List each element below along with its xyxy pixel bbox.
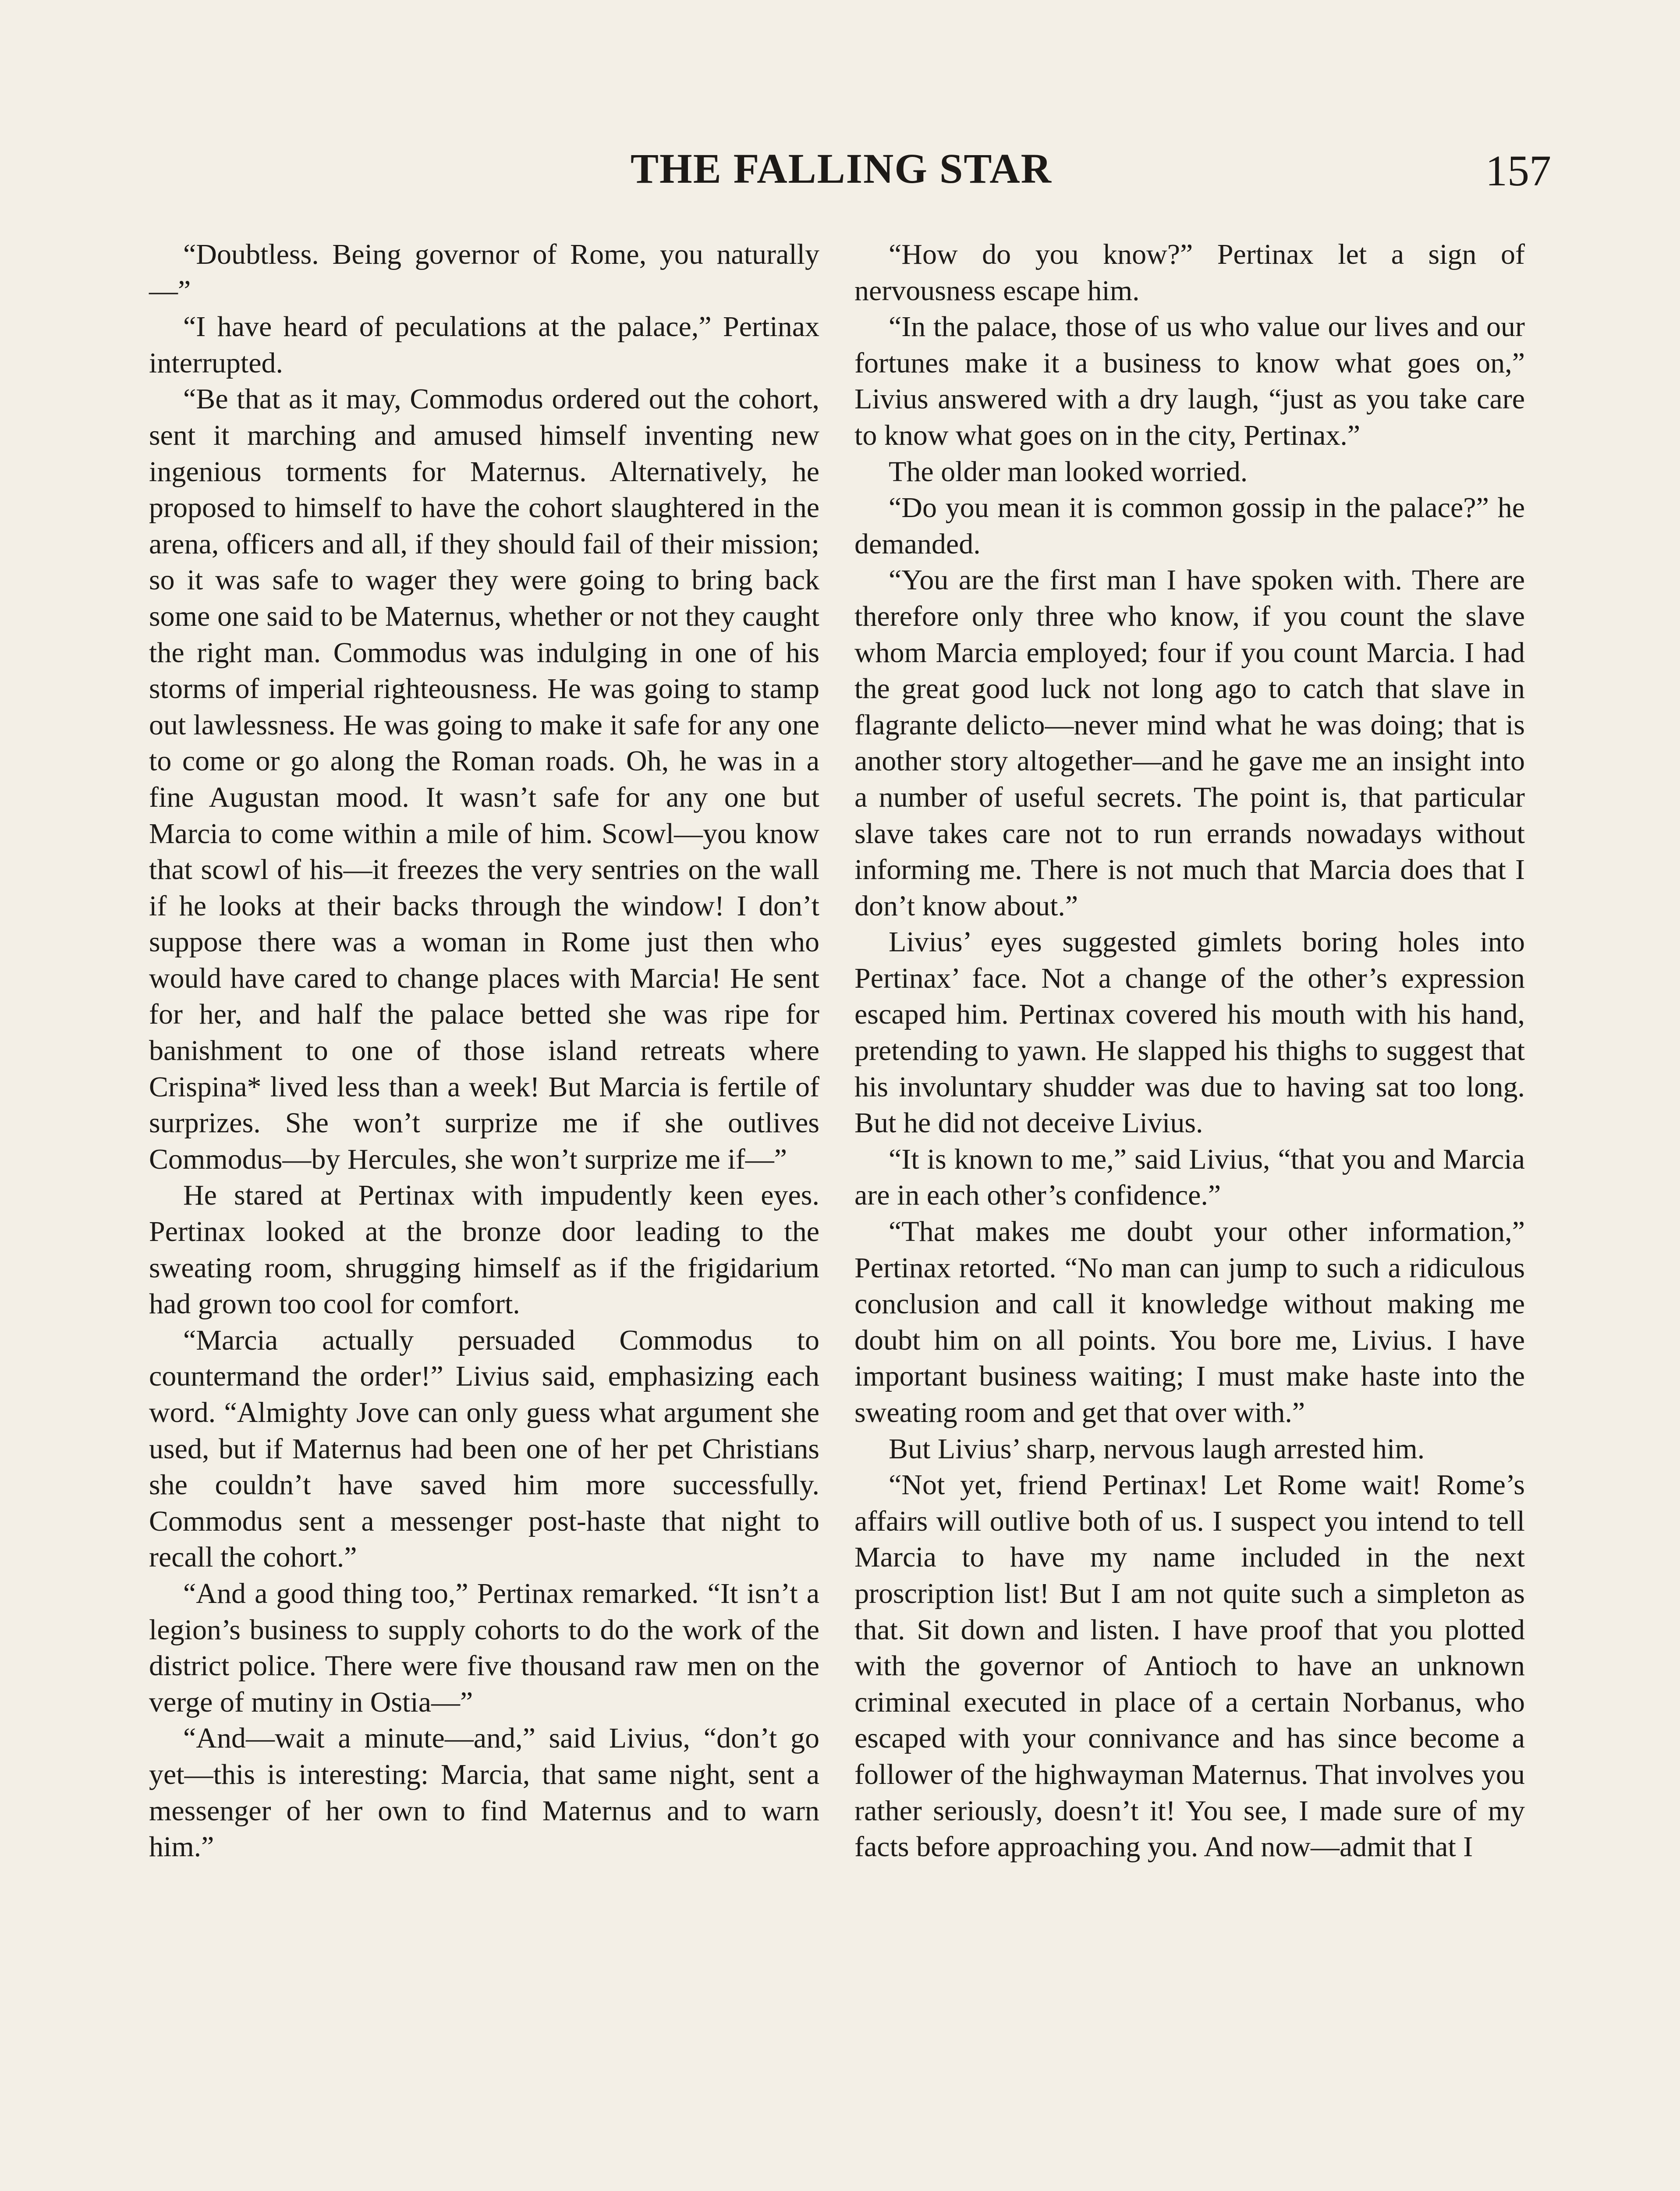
paragraph: “And—wait a minute—and,” said Livius, “don’t go yet—this is interesting: Marcia, that same night, sent a messenger of her own to find Maternus and to warn him.”	[149, 1722, 819, 1863]
paragraph: “In the palace, those of us who value our lives and our fortunes make it a business to know what goes on,” Livius answered with a dry laugh, “just as you take care to know what goes on in the city, Pertinax.”	[854, 311, 1525, 451]
page-number: 157	[1485, 146, 1551, 195]
paragraph: The older man looked worried.	[889, 455, 1248, 488]
paragraph: “I have heard of peculations at the palace,” Pertinax interrupted.	[149, 311, 819, 379]
page-header	[0, 136, 1680, 202]
paragraph: “Doubtless. Being governor of Rome, you naturally—”	[149, 238, 819, 307]
paragraph: “You are the first man I have spoken with. There are therefore only three who know, if you count the slave whom Marcia employed; four if you count Marcia. I had the great good luck not long ago to catch that slave in flagrante delicto—never mind what he was doing; that is another story altogether—and he gave me an insight into a number of useful secrets. The point is, that particular slave takes care not to run errands nowadays without informing me. There is not much that Marcia does that I don’t know about.”	[854, 564, 1525, 922]
paragraph: “Not yet, friend Pertinax! Let Rome wait! Rome’s affairs will outlive both of us. I suspect you intend to tell Marcia to have my name included in the next proscription list! But I am not quite such a simpleton as that. Sit down and listen. I have proof that you plotted with the governor of Antioch to have an unknown criminal executed in place of a certain Norbanus, who escaped with your connivance and has since become a follower of the highwayman Maternus. That involves you rather seriously, doesn’t it! You see, I made sure of my facts before approaching you. And now—admit that I	[854, 1469, 1525, 1863]
paragraph: He stared at Pertinax with impudently keen eyes. Pertinax looked at the bronze door leading to the sweating room, shrugging himself as if the frigidarium had grown too cool for comfort.	[149, 1179, 819, 1320]
paragraph: “Do you mean it is common gossip in the palace?” he demanded.	[854, 492, 1525, 560]
paragraph: Livius’ eyes suggested gimlets boring holes into Pertinax’ face. Not a change of the other’s expression escaped him. Pertinax covered his mouth with his hand, pretending to yawn. He slapped his thighs to suggest that his involuntary shudder was due to having sat too long. But he did not deceive Livius.	[854, 926, 1525, 1139]
paragraph: “Marcia actually persuaded Commodus to countermand the order!” Livius said, emphasizing each word. “Almighty Jove can only guess what argument she used, but if Maternus had been one of her pet Christians she couldn’t have saved him more successfully. Commodus sent a messenger post-haste that night to recall the cohort.”	[149, 1324, 819, 1574]
paragraph: But Livius’ sharp, nervous laugh arrested him.	[889, 1432, 1425, 1465]
running-title: THE FALLING STAR	[631, 145, 1052, 192]
paragraph: “How do you know?” Pertinax let a sign of nervousness escape him.	[854, 238, 1525, 307]
paragraph: “Be that as it may, Commodus ordered out the cohort, sent it marching and amused himself inventing new ingenious torments for Maternus. Alternatively, he proposed to himself to have the cohort slaughtered in the arena, officers and all, if they should fail of their mission; so it was safe to wager they were going to bring back some one said to be Maternus, whether or not they caught the right man. Commodus was indulging in one of his storms of imperial righteousness. He was going to stamp out lawlessness. He was going to make it safe for any one to come or go along the Roman roads. Oh, he was in a fine Augustan mood. It wasn’t safe for any one but Marcia to come within a mile of him. Scowl—you know that scowl of his—it freezes the very sentries on the wall if he looks at their backs through the window! I don’t suppose there was a woman in Rome just then who would have cared to change places with Marcia! He sent for her, and half the palace betted she was ripe for banishment to one of those island retreats where Crispina* lived less than a week! But Marcia is fertile of surprizes. She won’t surprize me if she outlives Commodus—by Hercules, she won’t surprize me if—”	[149, 383, 819, 1175]
right-column	[854, 237, 1525, 1865]
paragraph: “That makes me doubt your other information,” Pertinax retorted. “No man can jump to such a ridiculous conclusion and call it knowledge without making me doubt him on all points. You bore me, Livius. I have important business waiting; I must make haste into the sweating room and get that over with.”	[854, 1216, 1525, 1429]
paragraph: “It is known to me,” said Livius, “that you and Marcia are in each other’s confidence.”	[854, 1143, 1525, 1212]
paragraph: “And a good thing too,” Pertinax remarked. “It isn’t a legion’s business to supply cohorts to do the work of the district police. There were five thousand raw men on the verge of mutiny in Ostia—”	[149, 1577, 819, 1718]
left-column	[149, 237, 819, 1865]
